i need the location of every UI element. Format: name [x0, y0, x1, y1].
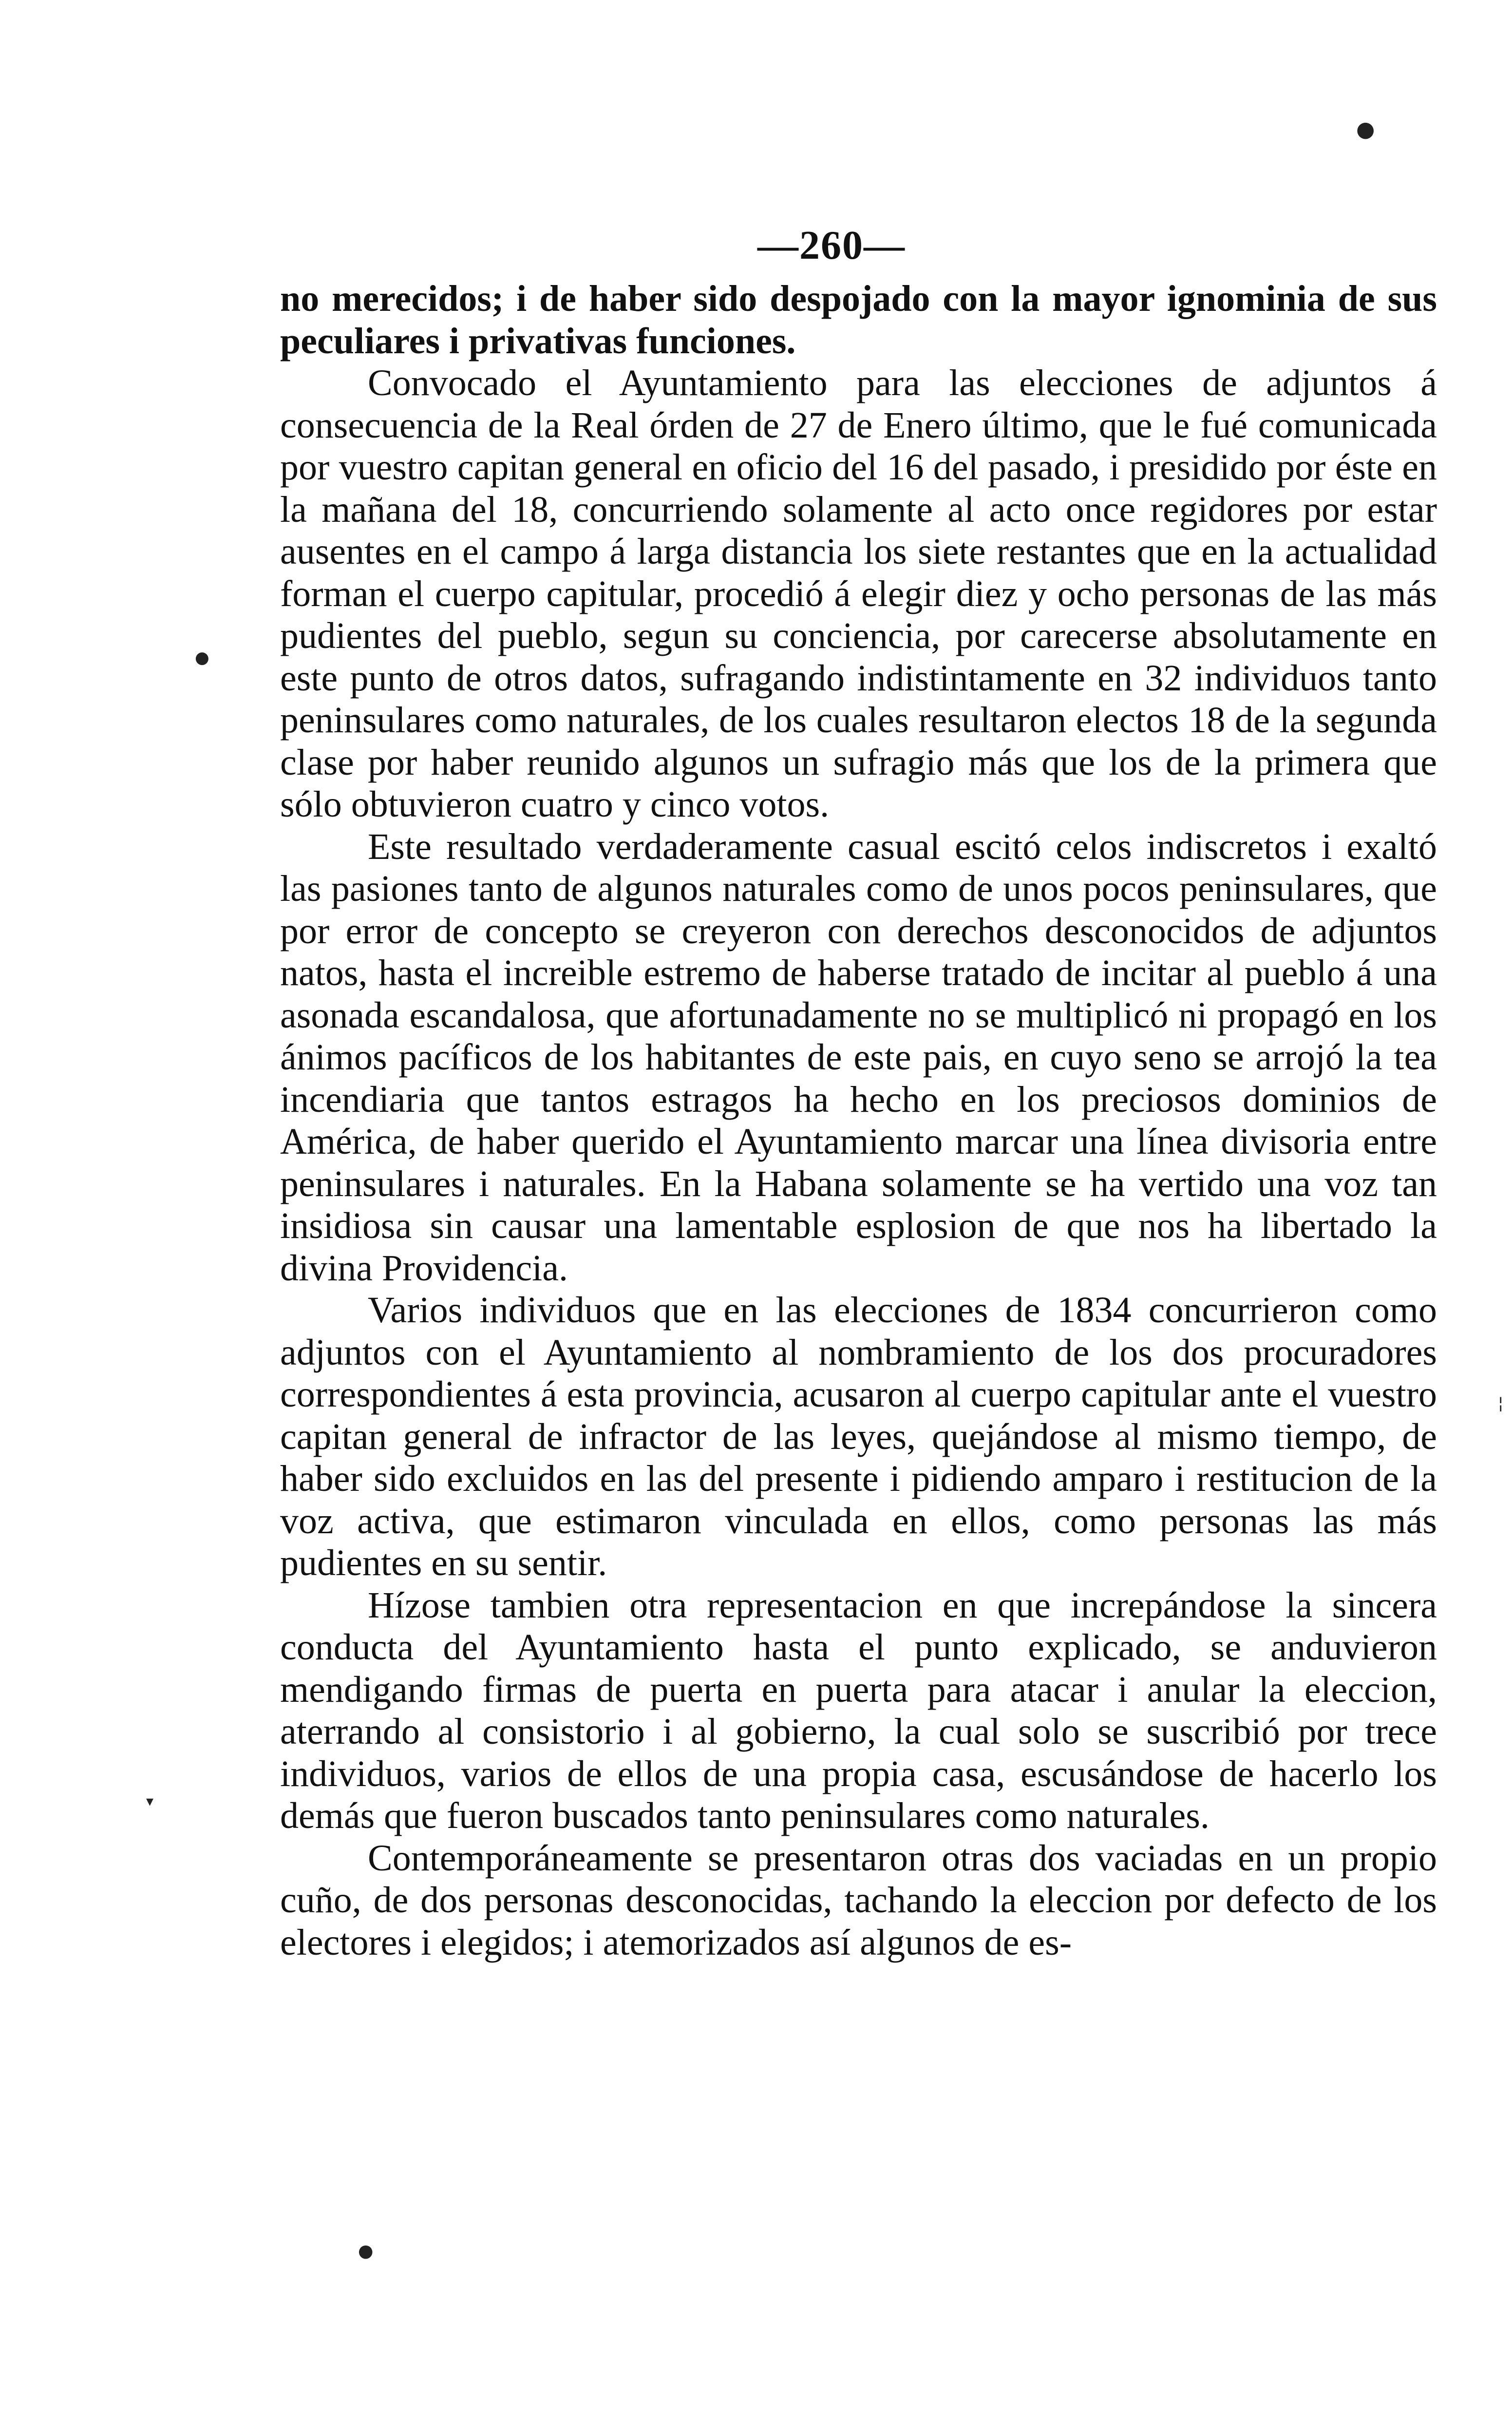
paragraph-continuation: no merecidos; i de haber sido despojado con la mayor ignominia de sus peculiares i privativas funciones.	[280, 278, 1437, 362]
ink-dot-mark: ●	[1356, 117, 1375, 142]
paragraph-contemporaneous: Contemporáneamente se presentaron otras dos vaciadas en un propio cuño, de dos personas desconocidas, tachando la eleccion por defecto de los electores i elegidos; i atemorizados así algunos de es-	[280, 1837, 1437, 1963]
paragraph-result: Este resultado verdaderamente casual escitó celos indiscretos i exaltó las pasiones tanto de algunos naturales como de unos pocos peninsulares, que por error de concepto se creyeron con derechos desconocidos de adjuntos natos, hasta el increible estremo de haberse tratado de incitar al pueblo á una asonada escandalosa, que afortunadamente no se multiplicó ni propagó en los ánimos pacíficos de los habitantes de este pais, en cuyo seno se arrojó la tea incendiaria que tantos estragos ha hecho en los preciosos dominios de América, de haber querido el Ayuntamiento marcar una línea divisoria entre peninsulares i naturales. En la Habana solamente se ha vertido una voz tan insidiosa sin causar una lamentable esplosion de que nos ha libertado la divina Providencia.	[280, 826, 1437, 1289]
paragraph-representation: Hízose tambien otra representacion en que increpándose la sincera conducta del Ayuntamiento hasta el punto explicado, se anduvieron mendigando firmas de puerta en puerta para atacar i anular la eleccion, aterrando al consistorio i al gobierno, la cual solo se suscribió por trece individuos, varios de ellos de una propia casa, escusándose de hacerlo los demás que fueron buscados tanto peninsulares como naturales.	[280, 1584, 1437, 1836]
right-margin-mark: ¦	[1498, 1393, 1504, 1413]
paragraph-elections: Convocado el Ayuntamiento para las elecciones de adjuntos á consecuencia de la Real órden de 27 de Enero último, que le fué comunicada por vuestro capitan general en oficio del 16 del pasado, i presidido por éste en la mañana del 18, concurriendo solamente al acto once regidores por estar ausentes en el campo á larga distancia los siete restantes que en la actualidad forman el cuerpo capitular, procedió á elegir diez y ocho personas de las más pudientes del pueblo, segun su conciencia, por carecerse absolutamente en este punto de otros datos, sufragando indistintamente en 32 individuos tanto peninsulares como naturales, de los cuales resultaron electos 18 de la segunda clase por haber reunido algunos un sufragio más que los de la primera que sólo obtuvieron cuatro y cinco votos.	[280, 362, 1437, 825]
body-text	[280, 278, 1437, 1963]
left-margin-small-mark: ▾	[146, 1793, 154, 1810]
page-number: —260—	[757, 223, 906, 268]
paragraph-individuals: Varios individuos que en las elecciones de 1834 concurrieron como adjuntos con el Ayuntamiento al nombramiento de los dos procuradores correspondientes á esta provincia, acusaron al cuerpo capitular ante el vuestro capitan general de infractor de las leyes, quejándose al mismo tiempo, de haber sido excluidos en las del presente i pidiendo amparo i restitucion de la voz activa, que estimaron vinculada en ellos, como personas las más pudientes en su sentir.	[280, 1290, 1437, 1583]
bottom-ink-mark: ●	[358, 2241, 374, 2261]
left-margin-dot-mark: ●	[195, 648, 209, 667]
